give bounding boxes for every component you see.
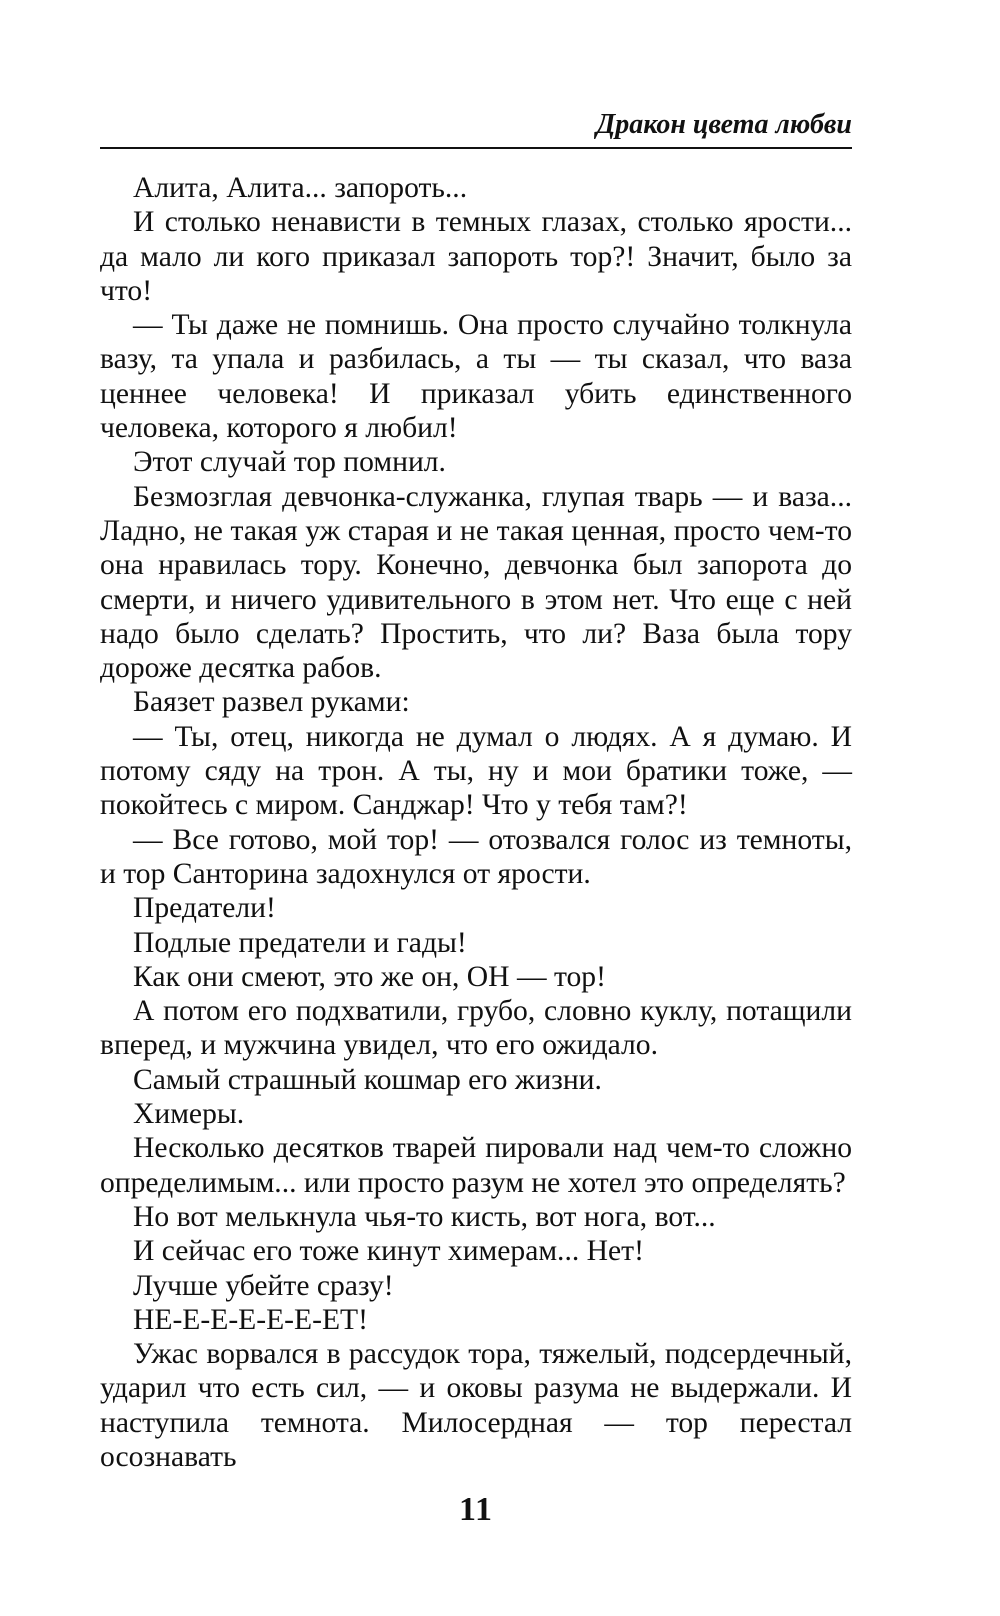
page-number: 11 [458, 1491, 494, 1528]
paragraph: Баязет развел руками: [133, 686, 410, 719]
paragraph: Алита, Алита... запороть... [133, 172, 468, 204]
paragraph: — Все готово, мой тор! — отозвался голос из темноты, и тор Санторина задохнулся от ярости. [100, 823, 852, 890]
paragraph: Химеры. [133, 1098, 245, 1131]
paragraph: И сейчас его тоже кинут химерам... Нет! [133, 1235, 644, 1268]
running-title: Дракон цвета любви [596, 109, 852, 140]
paragraph: Ужас ворвался в рассудок тора, тяжелый, подсердечный, ударил что есть сил, — и оковы разума не выдержали. И наступила темнота. Милосердная — тор перестал осознавать [100, 1338, 852, 1473]
paragraph: А потом его подхватили, грубо, словно куклу, потащили вперед, и мужчина увидел, что его ожидало. [100, 995, 852, 1062]
paragraph: Безмозглая девчонка-служанка, глупая тварь — и ваза... Ладно, не такая уж старая и не такая ценная, просто чем-то она нравилась тору. Конечно, девчонка был запорота до смерти, и ничего удивительного в этом нет. Что еще с ней надо было сделать? Простить, что ли? Ваза была тору дороже десятка рабов. [100, 480, 852, 685]
paragraph: Подлые предатели и гады! [133, 926, 467, 959]
paragraph: Лучше убейте сразу! [133, 1269, 394, 1302]
paragraph: Несколько десятков тварей пировали над чем-то сложно определимым... или просто разум не хотел это определять? [100, 1132, 852, 1199]
paragraph: Предатели! [133, 892, 276, 925]
paragraph: — Ты, отец, никогда не думал о людях. А я думаю. И потому сяду на трон. А ты, ну и мои братики тоже, — покойтесь с миром. Санджар! Что у тебя там?! [100, 720, 852, 822]
paragraph: Этот случай тор помнил. [133, 446, 446, 479]
body-text [100, 171, 852, 1474]
paragraph: — Ты даже не помнишь. Она просто случайно толкнула вазу, та упала и разбилась, а ты — ты сказал, что ваза ценнее человека! И приказал убить единственного человека, которого я любил! [100, 309, 852, 445]
header-rule [100, 147, 852, 149]
paragraph: НЕ-Е-Е-Е-Е-Е-ЕТ! [133, 1303, 368, 1336]
paragraph: И столько ненависти в темных глазах, столько ярости... да мало ли кого приказал запороть тор?! Значит, было за что! [100, 206, 852, 307]
paragraph: Самый страшный кошмар его жизни. [133, 1063, 602, 1096]
paragraph: Но вот мелькнула чья-то кисть, вот нога, вот... [133, 1200, 716, 1233]
paragraph: Как они смеют, это же он, ОН — тор! [133, 960, 606, 993]
